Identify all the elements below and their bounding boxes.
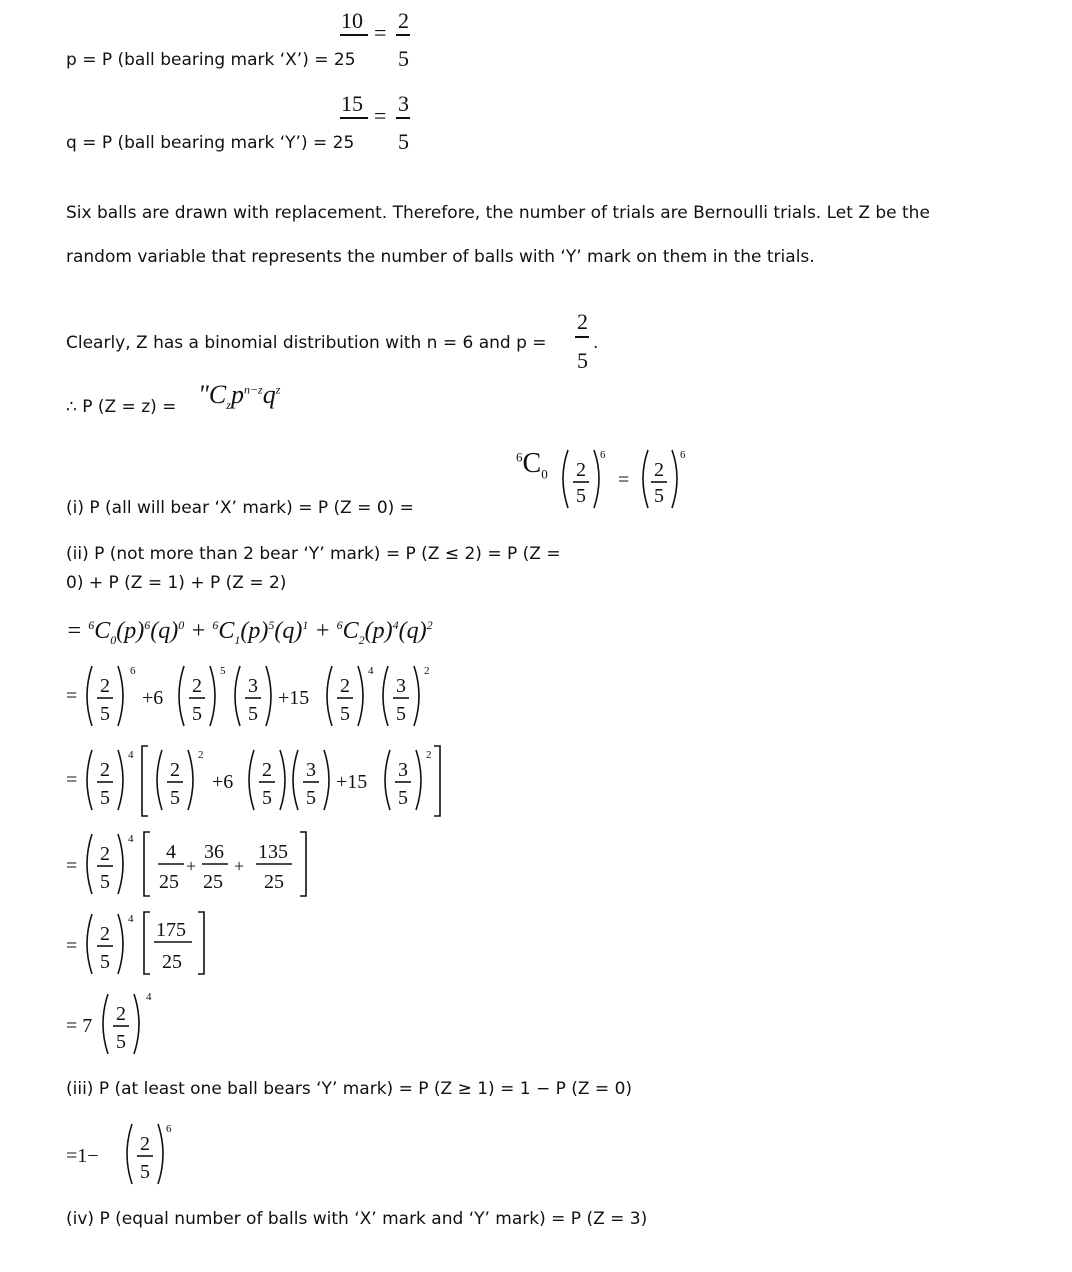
svg-text:25: 25 — [159, 871, 179, 893]
svg-text:5: 5 — [654, 485, 664, 507]
svg-text:2: 2 — [654, 459, 664, 481]
svg-text:6: 6 — [600, 449, 606, 461]
fraction-bar — [340, 34, 368, 36]
svg-text:+6: +6 — [142, 687, 164, 709]
svg-text:5: 5 — [398, 787, 408, 809]
svg-text:2: 2 — [170, 759, 180, 781]
svg-text:2: 2 — [198, 749, 204, 761]
svg-text:3: 3 — [248, 675, 258, 697]
svg-text:2: 2 — [424, 665, 430, 677]
fraction-bar — [340, 117, 368, 119]
p-simplified-numerator: 2 — [398, 8, 409, 33]
svg-text:=: = — [66, 935, 78, 957]
part-i-expression: $^6C_0$ — [516, 448, 548, 482]
paragraph-line-1: Six balls are drawn with replacement. Therefore, the number of trials are Bernoulli trials. Let Z be the — [66, 203, 930, 223]
svg-text:2: 2 — [116, 1003, 126, 1025]
part-iv-text: (iv) P (equal number of balls with ‘X’ mark and ‘Y’ mark) = P (Z = 3) — [66, 1209, 648, 1229]
p-simplified-denominator: 5 — [398, 46, 409, 71]
pmf-label: ∴ P (Z = z) = — [66, 397, 177, 417]
svg-text:5: 5 — [100, 703, 110, 725]
binomial-expansion: = $^6C_0(p)^6(q)^0 + ^6C_1(p)^5(q)^1 + ^6C_2(p)^4(q)^2$ — [66, 618, 433, 647]
svg-text:2: 2 — [192, 675, 202, 697]
svg-text:+15: +15 — [336, 771, 368, 793]
svg-text:2: 2 — [426, 749, 432, 761]
svg-text:2: 2 — [576, 459, 586, 481]
svg-text:+: + — [186, 856, 197, 876]
svg-text:5: 5 — [340, 703, 350, 725]
expansion-step-3 — [62, 742, 472, 822]
svg-text:5: 5 — [100, 787, 110, 809]
p-value-numerator: 2 — [577, 309, 588, 334]
svg-text:4: 4 — [128, 833, 134, 845]
expansion-step-6 — [62, 988, 182, 1060]
svg-text:5: 5 — [100, 871, 110, 893]
pmf-formula: "$C_zp^{n-z}q^z$ — [198, 380, 281, 413]
svg-text:2: 2 — [100, 843, 110, 865]
part-ii-text-a: (ii) P (not more than 2 bear ‘Y’ mark) = P (Z ≤ 2) = P (Z = — [66, 544, 561, 564]
svg-text:2: 2 — [100, 759, 110, 781]
svg-text:=1−: =1− — [66, 1145, 99, 1167]
p-value-denominator: 5 — [577, 348, 588, 373]
svg-text:=: = — [66, 855, 78, 877]
q-simplified-denominator: 5 — [398, 129, 409, 154]
svg-text:5: 5 — [576, 485, 586, 507]
svg-text:2: 2 — [262, 759, 272, 781]
svg-text:3: 3 — [306, 759, 316, 781]
fraction-bar — [396, 34, 410, 36]
part-i-text: (i) P (all will bear ‘X’ mark) = P (Z = 0) = — [66, 498, 414, 518]
svg-text:25: 25 — [203, 871, 223, 893]
part-ii-text-b: 0) + P (Z = 1) + P (Z = 2) — [66, 573, 287, 593]
svg-text:4: 4 — [128, 913, 134, 925]
svg-text:6: 6 — [680, 449, 686, 461]
p-equals: = — [374, 20, 387, 45]
svg-text:5: 5 — [100, 951, 110, 973]
svg-text:3: 3 — [398, 759, 408, 781]
svg-text:5: 5 — [248, 703, 258, 725]
period: . — [593, 333, 599, 353]
svg-text:4: 4 — [166, 841, 176, 863]
q-fraction-numerator: 15 — [341, 91, 363, 116]
svg-text:5: 5 — [306, 787, 316, 809]
expansion-step-4 — [62, 828, 342, 900]
part-iii-expression — [62, 1118, 192, 1190]
svg-text:5: 5 — [396, 703, 406, 725]
svg-text:6: 6 — [130, 665, 136, 677]
q-definition: q = P (ball bearing mark ‘Y’) = 25 — [66, 133, 355, 153]
svg-text:3: 3 — [396, 675, 406, 697]
expansion-step-2 — [62, 660, 442, 732]
expansion-step-5 — [62, 908, 232, 980]
svg-text:+: + — [234, 856, 245, 876]
svg-text:5: 5 — [220, 665, 226, 677]
svg-text:6: 6 — [166, 1123, 172, 1135]
svg-text:25: 25 — [162, 951, 182, 973]
fraction-bar — [396, 117, 410, 119]
svg-text:=: = — [618, 469, 630, 491]
svg-text:2: 2 — [100, 675, 110, 697]
q-simplified-numerator: 3 — [398, 91, 409, 116]
svg-text:5: 5 — [140, 1161, 150, 1183]
part-iii-text: (iii) P (at least one ball bears ‘Y’ mark) = P (Z ≥ 1) = 1 − P (Z = 0) — [66, 1079, 633, 1099]
part-i-fractions — [556, 446, 696, 516]
q-equals: = — [374, 103, 387, 128]
svg-text:+6: +6 — [212, 771, 234, 793]
svg-text:= 7: = 7 — [66, 1015, 93, 1037]
svg-text:5: 5 — [262, 787, 272, 809]
p-definition: p = P (ball bearing mark ‘X’) = 25 — [66, 50, 356, 70]
svg-text:2: 2 — [140, 1133, 150, 1155]
svg-text:4: 4 — [368, 665, 374, 677]
svg-text:4: 4 — [146, 991, 152, 1003]
svg-text:2: 2 — [100, 923, 110, 945]
binomial-statement: Clearly, Z has a binomial distribution with n = 6 and p = — [66, 333, 547, 353]
svg-text:5: 5 — [170, 787, 180, 809]
svg-text:+15: +15 — [278, 687, 310, 709]
svg-text:4: 4 — [128, 749, 134, 761]
paragraph-line-2: random variable that represents the number of balls with ‘Y’ mark on them in the trials. — [66, 247, 815, 267]
svg-text:=: = — [66, 769, 78, 791]
svg-text:36: 36 — [204, 841, 224, 863]
svg-text:2: 2 — [340, 675, 350, 697]
svg-text:5: 5 — [116, 1031, 126, 1053]
svg-text:135: 135 — [258, 841, 288, 863]
svg-text:5: 5 — [192, 703, 202, 725]
svg-text:25: 25 — [264, 871, 284, 893]
p-fraction-numerator: 10 — [341, 8, 363, 33]
fraction-bar — [575, 336, 589, 338]
svg-text:=: = — [66, 685, 78, 707]
svg-text:175: 175 — [156, 919, 186, 941]
